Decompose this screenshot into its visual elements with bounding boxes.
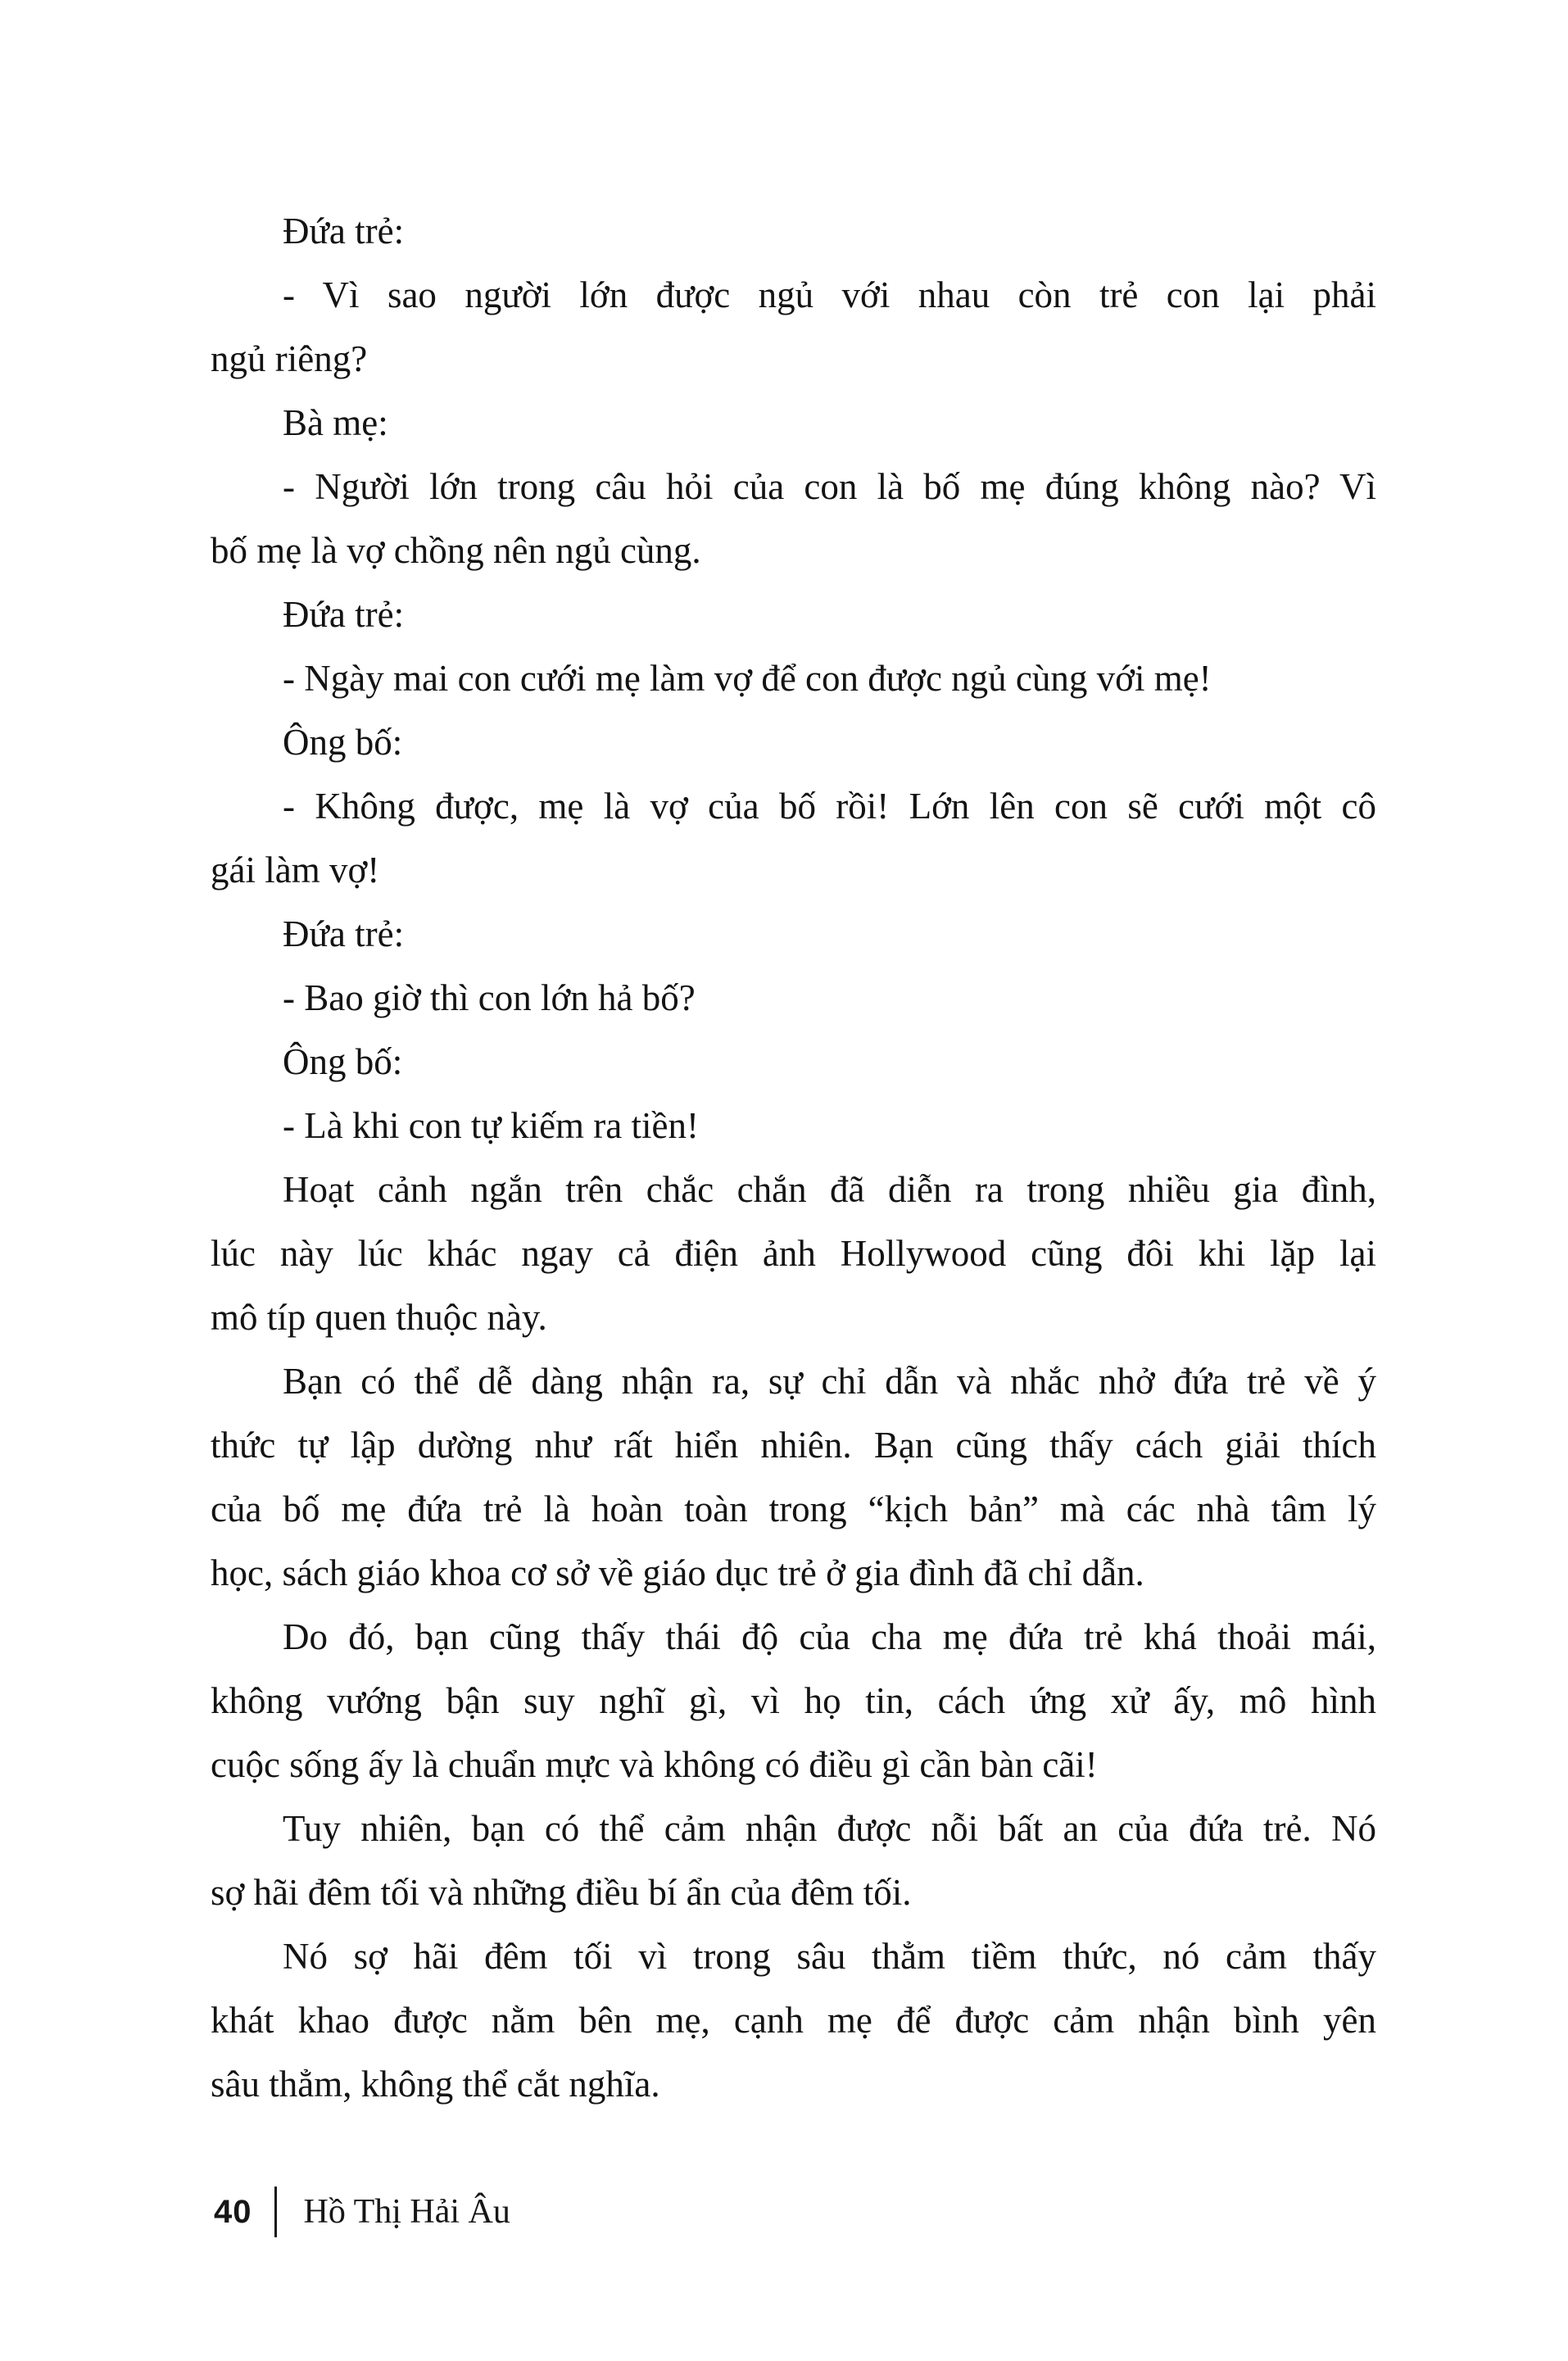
dialogue-line: - Người lớn trong câu hỏi của con là bố mẹ đúng không nào? Vì — [283, 466, 1376, 507]
body-text-line: Hoạt cảnh ngắn trên chắc chắn đã diễn ra trong nhiều gia đình, — [283, 1169, 1376, 1210]
dialogue-line: - Ngày mai con cưới mẹ làm vợ để con được ngủ cùng với mẹ! — [283, 658, 1212, 699]
page-body — [211, 199, 1376, 2116]
body-text-line: mô típ quen thuộc này. — [211, 1297, 547, 1338]
body-text-line: Bạn có thể dễ dàng nhận ra, sự chỉ dẫn và nhắc nhở đứa trẻ về ý — [283, 1361, 1376, 1402]
body-text-line: không vướng bận suy nghĩ gì, vì họ tin, cách ứng xử ấy, mô hình — [211, 1680, 1376, 1721]
body-text-line: Do đó, bạn cũng thấy thái độ của cha mẹ đứa trẻ khá thoải mái, — [283, 1616, 1376, 1657]
body-text-line: của bố mẹ đứa trẻ là hoàn toàn trong “kịch bản” mà các nhà tâm lý — [211, 1489, 1376, 1529]
dialogue-line: gái làm vợ! — [211, 850, 380, 890]
dialogue-line: - Là khi con tự kiếm ra tiền! — [283, 1105, 699, 1146]
body-text-line: thức tự lập dường như rất hiển nhiên. Bạn cũng thấy cách giải thích — [211, 1425, 1376, 1466]
body-text-line: học, sách giáo khoa cơ sở về giáo dục trẻ ở gia đình đã chỉ dẫn. — [211, 1552, 1144, 1593]
speaker-label: Ông bố: — [283, 722, 403, 763]
dialogue-line: - Không được, mẹ là vợ của bố rồi! Lớn lên con sẽ cưới một cô — [283, 786, 1376, 827]
body-text-line: lúc này lúc khác ngay cả điện ảnh Hollywood cũng đôi khi lặp lại — [211, 1233, 1376, 1274]
dialogue-line: - Bao giờ thì con lớn hả bố? — [283, 977, 696, 1018]
body-text-line: sâu thẳm, không thể cắt nghĩa. — [211, 2064, 660, 2105]
speaker-label: Đứa trẻ: — [283, 211, 405, 252]
speaker-label: Bà mẹ: — [283, 402, 388, 443]
footer-divider — [274, 2187, 277, 2237]
dialogue-line: bố mẹ là vợ chồng nên ngủ cùng. — [211, 530, 701, 571]
body-text-line: cuộc sống ấy là chuẩn mực và không có điều gì cần bàn cãi! — [211, 1744, 1098, 1785]
body-text-line: sợ hãi đêm tối và những điều bí ẩn của đêm tối. — [211, 1872, 912, 1913]
body-text-line: khát khao được nằm bên mẹ, cạnh mẹ để được cảm nhận bình yên — [211, 2000, 1376, 2041]
running-footer-author: Hồ Thị Hải Âu — [303, 2193, 510, 2231]
page-number: 40 — [214, 2193, 252, 2230]
dialogue-line: - Vì sao người lớn được ngủ với nhau còn trẻ con lại phải — [283, 274, 1376, 315]
speaker-label: Đứa trẻ: — [283, 913, 405, 954]
body-text-line: Nó sợ hãi đêm tối vì trong sâu thẳm tiềm thức, nó cảm thấy — [283, 1936, 1376, 1977]
page-footer — [214, 2182, 510, 2241]
body-text-line: Tuy nhiên, bạn có thể cảm nhận được nỗi bất an của đứa trẻ. Nó — [283, 1808, 1376, 1849]
speaker-label: Ông bố: — [283, 1041, 403, 1082]
dialogue-line: ngủ riêng? — [211, 338, 368, 379]
speaker-label: Đứa trẻ: — [283, 594, 405, 635]
